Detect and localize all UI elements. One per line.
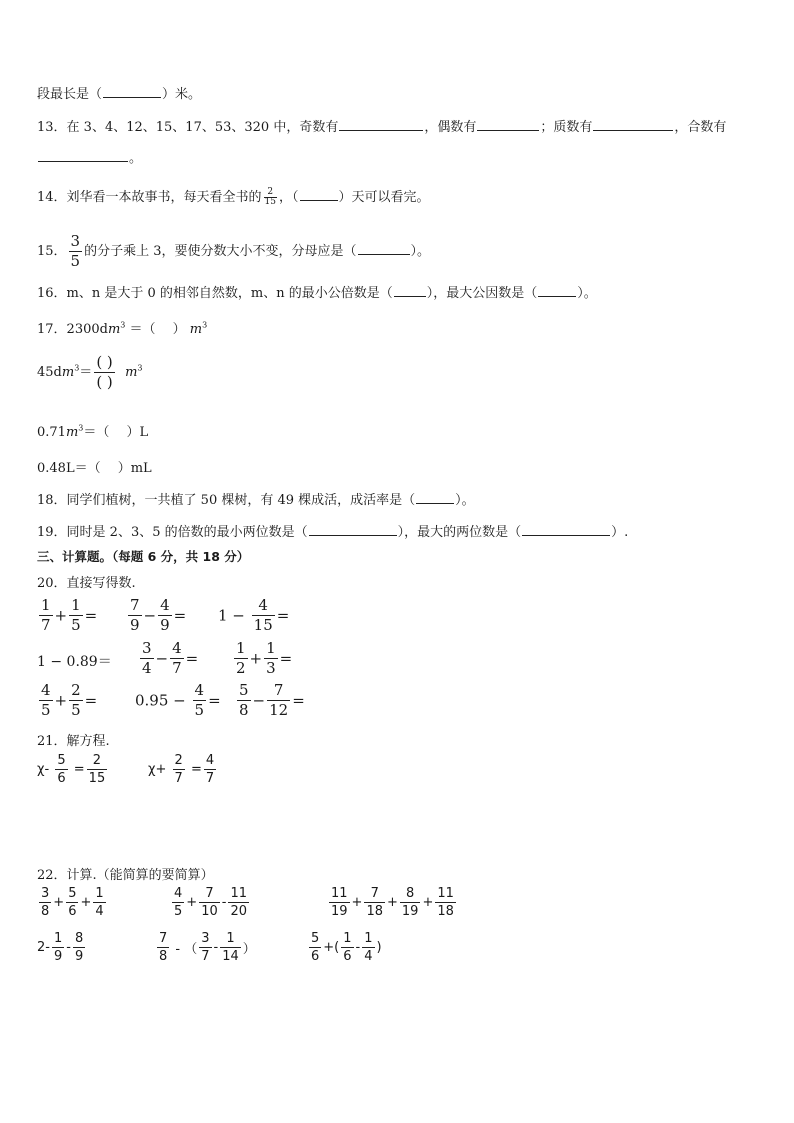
question-21-title: 21．解方程. xyxy=(37,734,110,749)
answer-blank[interactable] xyxy=(416,491,454,504)
expression: $\frac{3}{8}$ + $\frac{5}{6}$ + $\frac{1}{4}$ xyxy=(41,886,104,919)
q20-item: $\frac{5}{8}$ − $\frac{7}{12}$ = xyxy=(239,681,305,719)
question-18: 18．同学们植树，一共植了 50 棵树，有 49 棵成活，成活率是（ ）。 xyxy=(37,493,475,508)
question-17a: 17．$2300dm^3$ ＝（ ） $m^3$ xyxy=(37,320,208,337)
answer-blank-lcm[interactable] xyxy=(394,284,426,297)
q20-item: $\frac{4}{5}$ + $\frac{2}{5}$ = xyxy=(41,681,98,719)
question-16: 16．m、n 是大于 0 的相邻自然数，m、n 的最小公倍数是（ ），最大公因数是（ ）。 xyxy=(37,286,597,301)
answer-blank-even[interactable] xyxy=(477,118,539,131)
question-17c: $0.71m^3=$（ ）L xyxy=(37,423,149,440)
q12-tail-line: 段最长是（ ）米。 xyxy=(37,87,202,102)
fraction: $\frac{2}{15}$ xyxy=(264,187,276,207)
section-heading: 三、计算题。（每题 6 分，共 18 分） xyxy=(37,549,250,564)
fraction: $\frac{3}{5}$ xyxy=(70,232,81,270)
answer-blank[interactable] xyxy=(300,188,338,201)
question-17d: 0.48L＝（ ）mL xyxy=(37,461,152,476)
question-17b: $45dm^3=$ $\frac{( )}{( )}$ $m^3$ xyxy=(37,353,143,391)
answer-blank-max[interactable] xyxy=(522,523,610,536)
question-13: 13．在 3、4、12、15、17、53、320 中，奇数有 ，偶数有 ；质数有 ，合数有 xyxy=(37,120,727,135)
answer-blank-prime[interactable] xyxy=(593,118,673,131)
answer-blank-min[interactable] xyxy=(309,523,397,536)
answer-blank-odd[interactable] xyxy=(339,118,423,131)
equation: χ+ $\frac{2}{7}$ = $\frac{4}{7}$ xyxy=(148,753,215,786)
question-22-title: 22．计算.（能简算的要简算） xyxy=(37,868,214,883)
question-20-title: 20．直接写得数. xyxy=(37,576,136,591)
q20-item: 1 − 0.89＝ xyxy=(37,654,112,670)
expression: $\frac{11}{19}$ + $\frac{7}{18}$ + $\frac{8}{19}$ + $\frac{11}{18}$ xyxy=(331,886,454,919)
question-19: 19．同时是 2、3、5 的倍数的最小两位数是（ ），最大的两位数是（ ）. xyxy=(37,525,629,540)
expression: $\frac{5}{6}$ +( $\frac{1}{6}$ - $\frac{1}{4}$ ) xyxy=(311,931,382,964)
q20-item: 0.95 − $\frac{4}{5}$ = xyxy=(135,681,221,719)
q20-item: $\frac{1}{2}$ + $\frac{1}{3}$ = xyxy=(236,639,293,677)
answer-blank-gcd[interactable] xyxy=(538,284,576,297)
question-15: 15． $\frac{3}{5}$ 的分子乘上 3，要使分数大小不变，分母应是（ ）。 xyxy=(37,232,431,270)
q20-item: $\frac{3}{4}$ − $\frac{4}{7}$ = xyxy=(142,639,199,677)
equation: χ- $\frac{5}{6}$ = $\frac{2}{15}$ xyxy=(37,753,106,786)
q20-item: $\frac{7}{9}$ − $\frac{4}{9}$ = xyxy=(130,596,187,634)
q20-item: 1 − $\frac{4}{15}$ = xyxy=(218,596,290,634)
q20-item: $\frac{1}{7}$ + $\frac{1}{5}$ = xyxy=(41,596,98,634)
expression: 2- $\frac{1}{9}$ - $\frac{8}{9}$ xyxy=(37,931,84,964)
expression: $\frac{4}{5}$ + $\frac{7}{10}$ - $\frac{11}{20}$ xyxy=(174,886,247,919)
answer-blank[interactable] xyxy=(103,85,161,98)
fraction-blank[interactable]: $\frac{( )}{( )}$ xyxy=(96,353,113,391)
question-13-cont: 。 xyxy=(37,147,142,166)
question-14: 14．刘华看一本故事书，每天看全书的 $\frac{2}{15}$ ，（ ）天可以看完。 xyxy=(37,187,430,207)
answer-blank[interactable] xyxy=(358,242,410,255)
expression: $\frac{7}{8}$ - （ $\frac{3}{7}$ - $\frac{1}{14}$ ） xyxy=(159,931,256,964)
answer-blank-composite[interactable] xyxy=(38,149,128,162)
